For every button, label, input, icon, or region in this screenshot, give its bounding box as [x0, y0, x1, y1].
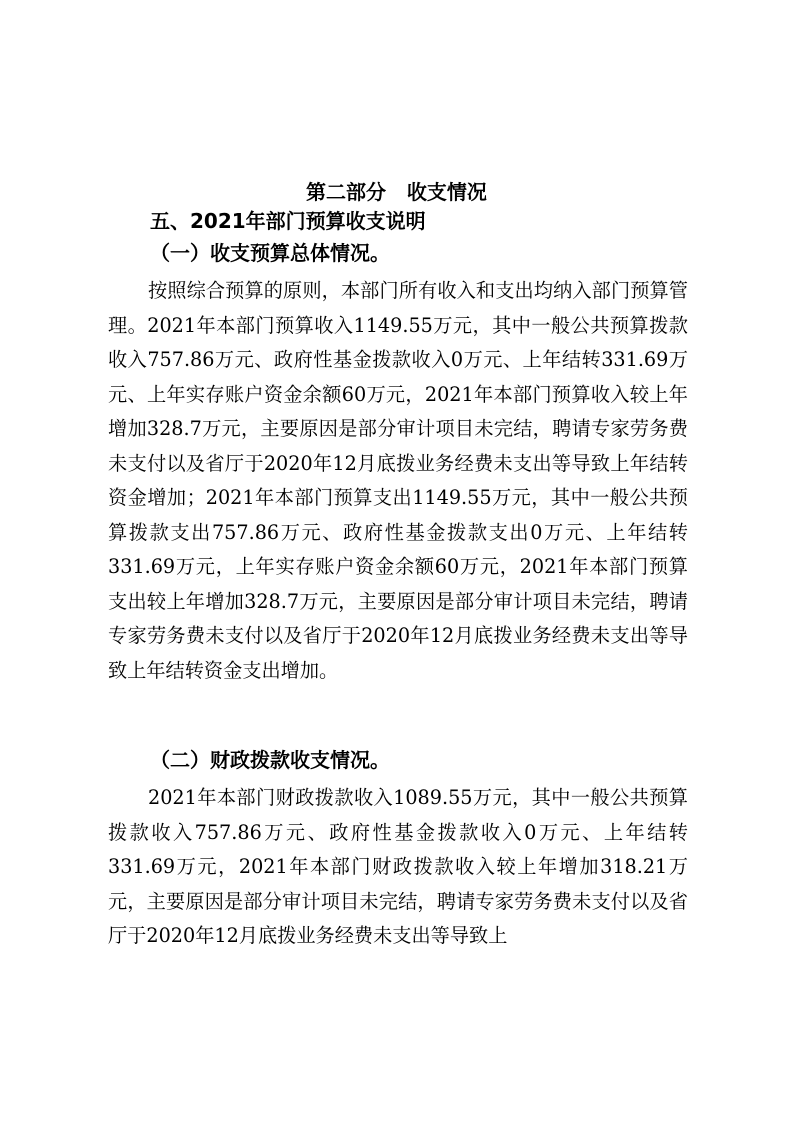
- paragraph-fiscal-appropriation: 2021年本部门财政拨款收入1089.55万元，其中一般公共预算拨款收入757.86万元、政府性基金拨款收入0万元、上年结转331.69万元，2021年本部门财政拨款收入较上年增加318.21万元，主要原因是部分审计项目未完结，聘请专家劳务费未支付以及省厅于2020年12月底拨业务经费未支出等导致上: [108, 786, 688, 947]
- paragraph-overall-budget: 按照综合预算的原则，本部门所有收入和支出均纳入部门预算管理。2021年本部门预算收入1149.55万元，其中一般公共预算拨款收入757.86万元、政府性基金拨款收入0万元、上年结转331.69万元、上年实存账户资金余额60万元，2021年本部门预算收入较上年增加328.7万元，主要原因是部分审计项目未完结，聘请专家劳务费未支付以及省厅于2020年12月底拨业务经费未支出等导致上年结转资金增加；2021年本部门预算支出1149.55万元，其中一般公共预算拨款支出757.86万元、政府性基金拨款支出0万元、上年结转331.69万元，上年实存账户资金余额60万元，2021年本部门预算支出较上年增加328.7万元，主要原因是部分审计项目未完结，聘请专家劳务费未支付以及省厅于2020年12月底拨业务经费未支出等导致上年结转资金支出增加。: [108, 279, 688, 682]
- section-heading: 五、2021年部门预算收支说明: [150, 209, 426, 233]
- subsection-heading-overall: （一）收支预算总体情况。: [150, 241, 390, 265]
- part-title: 第二部分 收支情况: [306, 180, 487, 204]
- subsection-heading-fiscal: （二）财政拨款收支情况。: [150, 748, 390, 772]
